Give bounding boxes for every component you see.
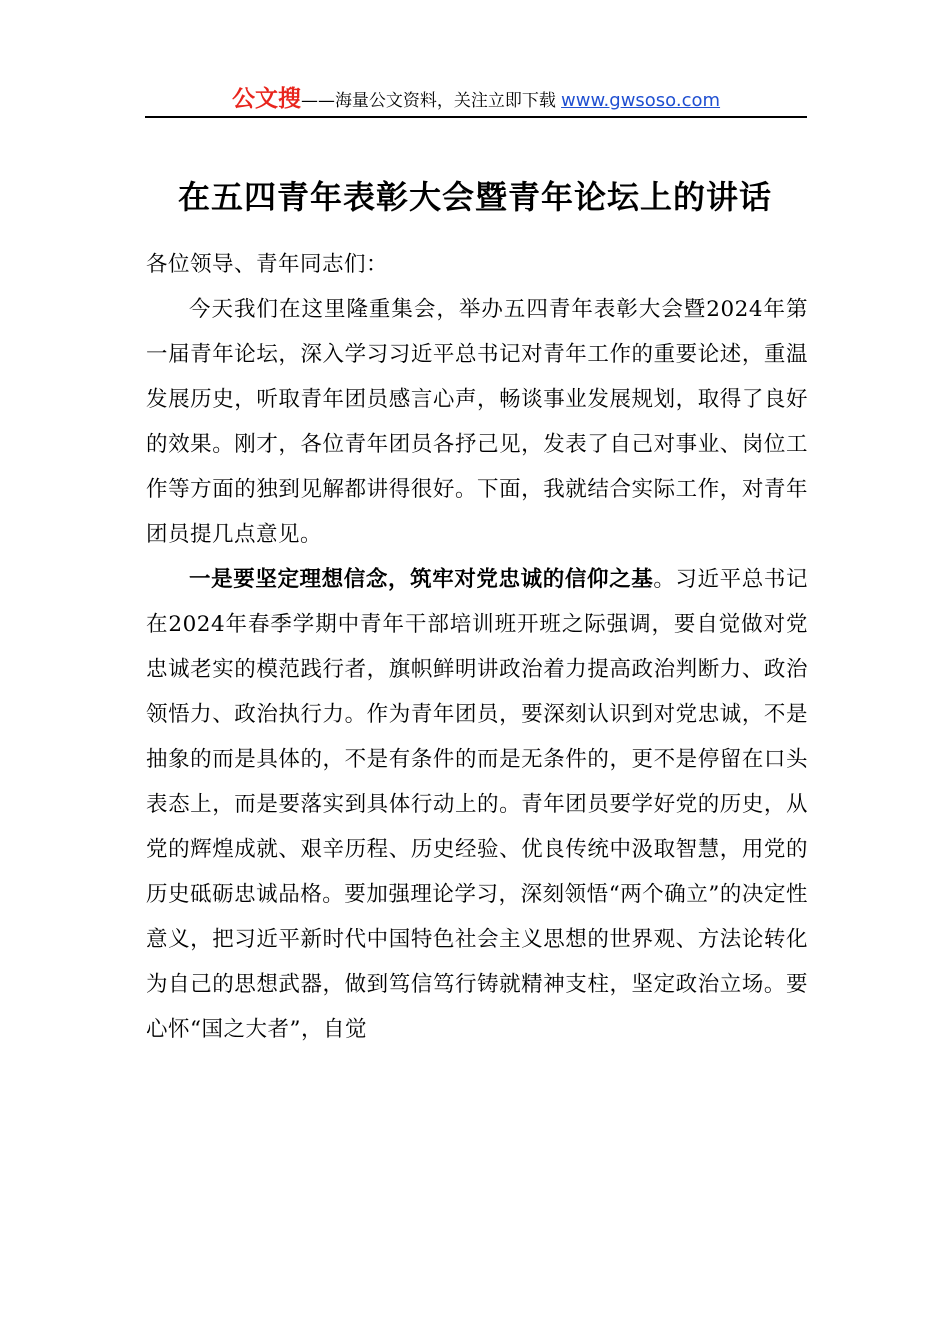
section-1-text: 。习近平总书记在2024年春季学期中青年干部培训班开班之际强调，要自觉做对党忠诚老实的模范践行者，旗帜鲜明讲政治着力提高政治判断力、政治领悟力、政治执行力。作为青年团员，要深刻认识到对党忠诚，不是抽象的而是具体的，不是有条件的而是无条件的，更不是停留在口头表态上，而是要落实到具体行动上的。青年团员要学好党的历史，从党的辉煌成就、艰辛历程、历史经验、优良传统中汲取智慧，用党的历史砥砺忠诚品格。要加强理论学习，深刻领悟“两个确立”的决定性意义，把习近平新时代中国特色社会主义思想的世界观、方法论转化为自己的思想武器，做到笃信笃行铸就精神支柱，坚定政治立场。要心怀“国之大者”，自觉: [146, 567, 808, 1042]
paragraph-intro: 今天我们在这里隆重集会，举办五四青年表彰大会暨2024年第一届青年论坛，深入学习习近平总书记对青年工作的重要论述，重温发展历史，听取青年团员感言心声，畅谈事业发展规划，取得了良好的效果。刚才，各位青年团员各抒己见，发表了自己对事业、岗位工作等方面的独到见解都讲得很好。下面，我就结合实际工作，对青年团员提几点意见。: [146, 297, 808, 547]
header-tagline: ——海量公文资料，关注立即下载: [300, 91, 556, 111]
brand-logo-text: 公文搜: [231, 86, 301, 112]
site-link[interactable]: www.gwsoso.com: [561, 90, 721, 111]
document-body: [146, 242, 808, 1052]
document-title: 在五四青年表彰大会暨青年论坛上的讲话: [177, 178, 772, 216]
section-1-heading: 一是要坚定理想信念，筑牢对党忠诚的信仰之基: [189, 567, 654, 592]
paragraph-section-1: [146, 557, 808, 1052]
page-header: [145, 80, 807, 118]
salutation: 各位领导、青年同志们：: [146, 252, 389, 277]
